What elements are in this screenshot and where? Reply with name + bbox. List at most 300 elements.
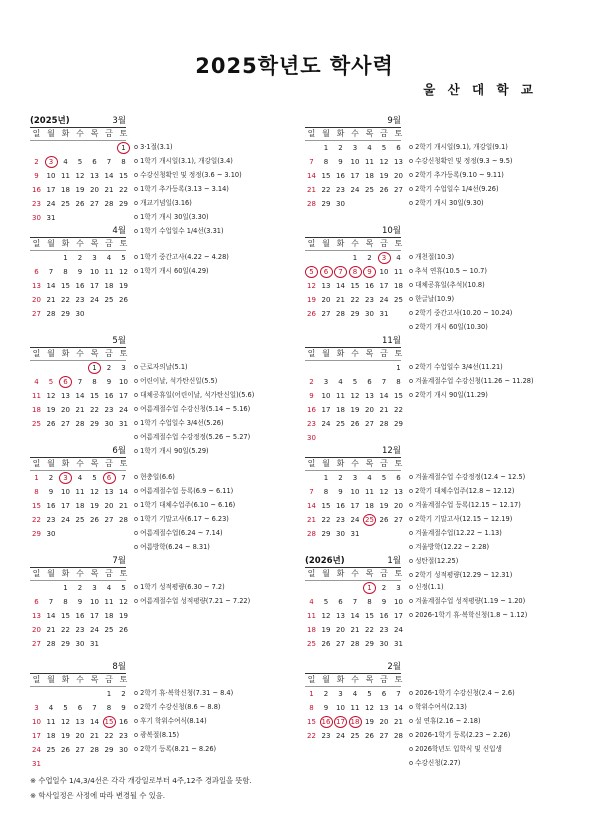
- day-cell: 12: [379, 158, 389, 166]
- day-cell: 4: [309, 598, 314, 606]
- month-m8: [30, 660, 234, 771]
- day-cell: 10: [90, 268, 99, 276]
- day-cell: 1: [352, 254, 358, 262]
- day-cell: 16: [32, 186, 41, 194]
- day-grid: [305, 251, 401, 321]
- day-cell: 22: [350, 296, 360, 304]
- day-cell: 5: [381, 474, 387, 482]
- day-cell: 21: [46, 626, 56, 634]
- day-grid: [305, 361, 401, 445]
- event-item: o 2학기 수업일수 1/4선(9.26): [409, 182, 513, 196]
- day-cell: 15: [321, 502, 331, 510]
- day-cell: 1: [323, 144, 329, 152]
- day-cell: 14: [75, 392, 85, 400]
- day-cell: 13: [394, 488, 403, 496]
- day-cell: 21: [75, 406, 85, 414]
- day-cell: 20: [336, 626, 345, 634]
- day-cell: 8: [309, 704, 314, 712]
- day-cell: 7: [92, 704, 97, 712]
- day-grid: [30, 471, 126, 541]
- weekday-label: 일: [307, 239, 316, 248]
- weekday-label: 금: [380, 239, 388, 248]
- day-cell: 11: [394, 268, 403, 276]
- event-item: o 광복절(8.15): [134, 728, 233, 742]
- weekday-label: 화: [336, 569, 345, 578]
- month-name: 5월: [112, 336, 126, 346]
- day-cell: 21: [307, 516, 316, 524]
- weekday-label: 목: [365, 675, 374, 684]
- day-cell: 19: [321, 626, 331, 634]
- weekday-header: [30, 238, 126, 251]
- weekday-label: 목: [365, 569, 374, 578]
- day-cell: 10: [350, 488, 360, 496]
- event-list: [134, 686, 233, 756]
- day-cell: 4: [367, 474, 372, 482]
- day-cell: 12: [90, 488, 99, 496]
- weekday-label: 목: [365, 239, 374, 248]
- day-cell: 19: [379, 502, 389, 510]
- day-cell: 27: [394, 516, 403, 524]
- weekday-label: 월: [322, 675, 330, 684]
- weekday-label: 토: [394, 675, 403, 684]
- day-cell: 26: [379, 516, 389, 524]
- day-cell: 27: [379, 732, 389, 740]
- day-cell: 14: [336, 282, 345, 290]
- day-cell: 4: [338, 378, 343, 386]
- weekday-header: [305, 238, 401, 251]
- day-cell: 4: [77, 474, 83, 482]
- day-cell: 12: [61, 718, 70, 726]
- event-item: o 1학기 기말고사(6.17 ~ 6.23): [134, 512, 235, 526]
- day-cell: 16: [104, 392, 114, 400]
- weekday-label: 토: [119, 459, 128, 468]
- day-cell: 3: [92, 584, 97, 592]
- day-cell: 30: [104, 420, 114, 428]
- weekday-label: 목: [365, 129, 374, 138]
- day-cell: 31: [119, 420, 128, 428]
- day-cell: 15: [365, 612, 374, 620]
- weekday-label: 토: [119, 239, 128, 248]
- day-cell: 25: [32, 420, 41, 428]
- month-name: 7월: [112, 556, 126, 566]
- day-cell: 13: [394, 158, 403, 166]
- day-cell: 5: [77, 158, 83, 166]
- day-cell: 10: [336, 704, 345, 712]
- day-cell: 15: [307, 718, 316, 726]
- day-cell: 23: [75, 626, 85, 634]
- event-item: o 1학기 개시 60일(4.29): [134, 264, 229, 278]
- day-cell: 14: [119, 488, 128, 496]
- day-cell: 3: [338, 690, 343, 698]
- day-cell: 19: [75, 186, 85, 194]
- weekday-label: 월: [47, 569, 55, 578]
- day-cell: 4: [48, 704, 54, 712]
- month-header: [30, 444, 126, 458]
- event-item: o 수강신청확인 및 정정(9.3 ~ 9.5): [409, 154, 513, 168]
- day-cell: 7: [381, 378, 387, 386]
- day-cell: 6: [396, 144, 401, 152]
- day-cell: 25: [61, 200, 70, 208]
- day-cell: 20: [61, 406, 70, 414]
- day-cell: 19: [379, 172, 389, 180]
- day-cell: 25: [365, 186, 374, 194]
- weekday-label: 금: [105, 675, 113, 684]
- weekday-label: 금: [380, 459, 388, 468]
- weekday-label: 월: [322, 349, 330, 358]
- event-list: [409, 580, 527, 622]
- day-cell: 1: [88, 362, 101, 374]
- event-list: [134, 140, 242, 238]
- day-cell: 3: [45, 156, 58, 168]
- day-cell: 15: [32, 502, 41, 510]
- day-cell: 2: [77, 254, 83, 262]
- day-cell: 13: [365, 392, 374, 400]
- day-cell: 10: [394, 598, 403, 606]
- day-cell: 14: [350, 612, 360, 620]
- day-grid: [30, 687, 126, 771]
- day-cell: 18: [365, 172, 374, 180]
- day-cell: 17: [90, 282, 99, 290]
- event-item: o 학위수여식(2.13): [409, 700, 515, 714]
- day-cell: 29: [394, 420, 403, 428]
- day-cell: 14: [90, 718, 99, 726]
- day-cell: 17: [46, 186, 56, 194]
- day-cell: 24: [46, 200, 56, 208]
- month-name: 10월: [381, 226, 401, 236]
- day-cell: 23: [321, 732, 331, 740]
- day-cell: 15: [61, 612, 70, 620]
- weekday-label: 월: [47, 675, 55, 684]
- weekday-label: 금: [105, 129, 113, 138]
- day-cell: 7: [334, 266, 347, 278]
- weekday-label: 토: [394, 239, 403, 248]
- weekday-label: 일: [32, 569, 41, 578]
- day-cell: 14: [379, 392, 389, 400]
- day-cell: 14: [307, 172, 316, 180]
- day-cell: 18: [104, 282, 114, 290]
- weekday-label: 목: [365, 349, 374, 358]
- day-cell: 4: [106, 584, 112, 592]
- day-cell: 18: [336, 406, 345, 414]
- day-cell: 19: [61, 732, 70, 740]
- day-cell: 27: [75, 746, 85, 754]
- day-cell: 3: [396, 584, 401, 592]
- day-cell: 1: [117, 142, 130, 154]
- day-cell: 24: [379, 296, 389, 304]
- day-cell: 25: [363, 514, 376, 526]
- day-cell: 20: [394, 502, 403, 510]
- weekday-label: 월: [322, 239, 330, 248]
- event-item: o 수강신청확인 및 정정(3.6 ~ 3.10): [134, 168, 242, 182]
- day-cell: 5: [305, 266, 318, 278]
- day-grid: [30, 361, 126, 431]
- day-cell: 18: [104, 612, 114, 620]
- day-cell: 18: [365, 502, 374, 510]
- month-header: [30, 554, 126, 568]
- weekday-label: 수: [76, 239, 84, 248]
- day-cell: 24: [394, 626, 403, 634]
- event-item: o 개천절(10.3): [409, 250, 512, 264]
- event-item: o 후기 학위수여식(8.14): [134, 714, 233, 728]
- day-cell: 9: [77, 598, 83, 606]
- weekday-label: 목: [90, 569, 99, 578]
- weekday-label: 목: [365, 459, 374, 468]
- day-cell: 16: [320, 716, 333, 728]
- day-cell: 1: [63, 254, 68, 262]
- day-cell: 2: [48, 474, 54, 482]
- day-cell: 2: [106, 364, 112, 372]
- day-cell: 17: [379, 282, 389, 290]
- weekday-header: [30, 128, 126, 141]
- day-cell: 16: [336, 502, 345, 510]
- day-cell: 22: [119, 186, 128, 194]
- event-item: o 2학기 기말고사(12.15 ~ 12.19): [409, 512, 525, 526]
- day-cell: 2: [121, 690, 126, 698]
- event-item: o 성탄절(12.25): [409, 554, 525, 568]
- weekday-label: 일: [307, 459, 316, 468]
- day-cell: 13: [321, 282, 331, 290]
- day-cell: 14: [46, 612, 56, 620]
- day-cell: 24: [350, 516, 360, 524]
- weekday-label: 수: [351, 239, 359, 248]
- weekday-header: [305, 674, 401, 687]
- event-item: o 2학기 개시일(9.1), 개강일(9.1): [409, 140, 513, 154]
- event-item: o 겨울계절수업 수강정정(12.4 ~ 12.5): [409, 470, 525, 484]
- day-cell: 22: [321, 186, 331, 194]
- day-cell: 13: [379, 704, 389, 712]
- event-item: o 여름계절수업 수강정정(5.26 ~ 5.27): [134, 430, 254, 444]
- day-cell: 30: [336, 530, 345, 538]
- weekday-header: [305, 568, 401, 581]
- event-item: o 여름방학(6.24 ~ 8.31): [134, 540, 235, 554]
- day-cell: 26: [350, 420, 360, 428]
- day-cell: 27: [104, 516, 114, 524]
- day-cell: 19: [90, 502, 99, 510]
- weekday-label: 목: [90, 239, 99, 248]
- weekday-label: 토: [119, 349, 128, 358]
- day-cell: 8: [323, 158, 329, 166]
- month-m7: [30, 554, 251, 651]
- day-cell: 10: [32, 718, 41, 726]
- month-name: 4월: [112, 226, 126, 236]
- day-cell: 17: [350, 502, 360, 510]
- event-item: o 여름계절수업 수강신청(5.14 ~ 5.16): [134, 402, 254, 416]
- day-cell: 6: [338, 598, 343, 606]
- day-grid: [305, 471, 401, 541]
- event-item: o 1학기 대체수업주(6.10 ~ 6.16): [134, 498, 235, 512]
- day-cell: 13: [61, 392, 70, 400]
- day-cell: 9: [34, 172, 39, 180]
- day-cell: 29: [61, 310, 70, 318]
- day-cell: 7: [106, 158, 112, 166]
- day-cell: 8: [106, 704, 112, 712]
- month-header: [30, 660, 126, 674]
- day-cell: 18: [349, 716, 362, 728]
- day-cell: 15: [321, 172, 331, 180]
- day-cell: 11: [365, 488, 374, 496]
- day-cell: 20: [90, 186, 99, 194]
- day-cell: 16: [365, 282, 374, 290]
- weekday-label: 월: [47, 459, 55, 468]
- day-cell: 24: [90, 626, 99, 634]
- weekday-label: 수: [76, 459, 84, 468]
- day-cell: 6: [77, 704, 83, 712]
- day-cell: 22: [104, 732, 114, 740]
- day-cell: 6: [367, 378, 372, 386]
- weekday-label: 수: [351, 459, 359, 468]
- day-cell: 7: [48, 268, 54, 276]
- day-cell: 29: [350, 310, 360, 318]
- day-cell: 10: [119, 378, 128, 386]
- month-header: [305, 114, 401, 128]
- day-cell: 24: [61, 516, 70, 524]
- day-cell: 23: [336, 516, 345, 524]
- day-cell: 21: [104, 186, 114, 194]
- event-list: [409, 686, 515, 770]
- day-cell: 25: [307, 640, 316, 648]
- day-cell: 28: [46, 310, 56, 318]
- day-cell: 26: [46, 420, 56, 428]
- day-cell: 8: [367, 598, 372, 606]
- weekday-header: [30, 568, 126, 581]
- day-cell: 12: [365, 704, 374, 712]
- day-cell: 23: [365, 296, 374, 304]
- day-cell: 11: [46, 718, 56, 726]
- day-cell: 6: [381, 690, 387, 698]
- day-cell: 31: [350, 530, 360, 538]
- day-cell: 21: [336, 296, 345, 304]
- day-cell: 18: [61, 186, 70, 194]
- day-cell: 5: [121, 254, 126, 262]
- day-cell: 21: [307, 186, 316, 194]
- day-grid: [305, 581, 401, 651]
- event-item: o 2026-1학기 등록(2.23 ~ 2.26): [409, 728, 515, 742]
- day-cell: 21: [90, 732, 99, 740]
- day-cell: 18: [307, 626, 316, 634]
- event-item: o 겨울계절수업 성적평량(1.19 ~ 1.20): [409, 594, 527, 608]
- month-name: 3월: [112, 116, 126, 126]
- weekday-header: [305, 348, 401, 361]
- weekday-label: 화: [336, 675, 345, 684]
- day-cell: 5: [48, 378, 54, 386]
- day-cell: 26: [75, 200, 85, 208]
- day-cell: 27: [394, 186, 403, 194]
- day-cell: 31: [379, 310, 389, 318]
- weekday-label: 수: [351, 349, 359, 358]
- day-cell: 15: [103, 716, 116, 728]
- day-cell: 27: [90, 200, 99, 208]
- event-item: o 3‧1절(3.1): [134, 140, 242, 154]
- day-cell: 21: [119, 502, 128, 510]
- event-list: [134, 360, 254, 458]
- day-cell: 6: [103, 472, 116, 484]
- day-cell: 28: [119, 516, 128, 524]
- weekday-label: 수: [76, 349, 84, 358]
- event-item: o 여름계절수업 등록(6.9 ~ 6.11): [134, 484, 235, 498]
- weekday-label: 금: [380, 569, 388, 578]
- day-cell: 18: [394, 282, 403, 290]
- weekday-label: 일: [32, 675, 41, 684]
- day-cell: 22: [90, 406, 99, 414]
- event-item: o 2026학년도 입학식 및 신입생: [409, 742, 515, 756]
- day-cell: 14: [394, 704, 403, 712]
- day-cell: 28: [350, 640, 360, 648]
- day-cell: 22: [61, 296, 70, 304]
- event-item: o 2학기 개시 60일(10.30): [409, 320, 512, 334]
- weekday-label: 월: [322, 569, 330, 578]
- weekday-label: 월: [47, 239, 55, 248]
- day-cell: 2: [338, 144, 343, 152]
- day-cell: 11: [32, 392, 41, 400]
- day-cell: 20: [32, 626, 41, 634]
- day-cell: 23: [119, 732, 128, 740]
- day-cell: 12: [75, 172, 85, 180]
- weekday-label: 일: [32, 459, 41, 468]
- weekday-label: 일: [32, 239, 41, 248]
- weekday-label: 수: [351, 569, 359, 578]
- day-cell: 10: [350, 158, 360, 166]
- day-cell: 29: [104, 746, 114, 754]
- day-cell: 1: [309, 690, 314, 698]
- day-cell: 27: [32, 640, 41, 648]
- day-cell: 29: [321, 200, 331, 208]
- event-item: o 여름계절수업(6.24 ~ 7.14): [134, 526, 235, 540]
- day-cell: 9: [381, 598, 387, 606]
- day-cell: 12: [321, 612, 331, 620]
- weekday-label: 금: [105, 349, 113, 358]
- day-cell: 9: [323, 704, 329, 712]
- day-cell: 13: [32, 612, 41, 620]
- month-name: 1월: [387, 556, 401, 566]
- day-cell: 1: [363, 582, 376, 594]
- day-cell: 6: [34, 268, 39, 276]
- day-cell: 13: [32, 282, 41, 290]
- day-cell: 28: [307, 530, 316, 538]
- weekday-label: 수: [76, 675, 84, 684]
- event-list: [134, 580, 250, 608]
- day-cell: 24: [336, 732, 345, 740]
- month-header: [305, 660, 401, 674]
- event-item: o 2학기 대체수업주(12.8 ~ 12.12): [409, 484, 525, 498]
- day-cell: 5: [63, 704, 68, 712]
- month-header: [30, 334, 126, 348]
- event-item: o 1학기 추가등록(3.13 ~ 3.14): [134, 182, 242, 196]
- day-cell: 5: [367, 690, 372, 698]
- day-cell: 9: [338, 488, 343, 496]
- month-m2: [305, 660, 515, 767]
- day-cell: 13: [75, 718, 85, 726]
- month-name: 6월: [112, 446, 126, 456]
- day-cell: 20: [379, 718, 389, 726]
- weekday-label: 수: [76, 129, 84, 138]
- weekday-label: 목: [90, 675, 99, 684]
- day-cell: 9: [309, 392, 314, 400]
- day-cell: 1: [34, 474, 39, 482]
- day-cell: 15: [394, 392, 403, 400]
- day-cell: 25: [104, 626, 114, 634]
- day-cell: 17: [119, 392, 128, 400]
- day-cell: 8: [63, 268, 68, 276]
- day-cell: 8: [92, 378, 97, 386]
- school-name: 울 산 대 학 교: [423, 82, 537, 97]
- day-cell: 9: [77, 268, 83, 276]
- event-item: o 한글날(10.9): [409, 292, 512, 306]
- day-cell: 11: [61, 172, 70, 180]
- day-cell: 5: [323, 598, 329, 606]
- day-cell: 1: [323, 474, 329, 482]
- day-cell: 5: [352, 378, 358, 386]
- day-cell: 2: [309, 378, 314, 386]
